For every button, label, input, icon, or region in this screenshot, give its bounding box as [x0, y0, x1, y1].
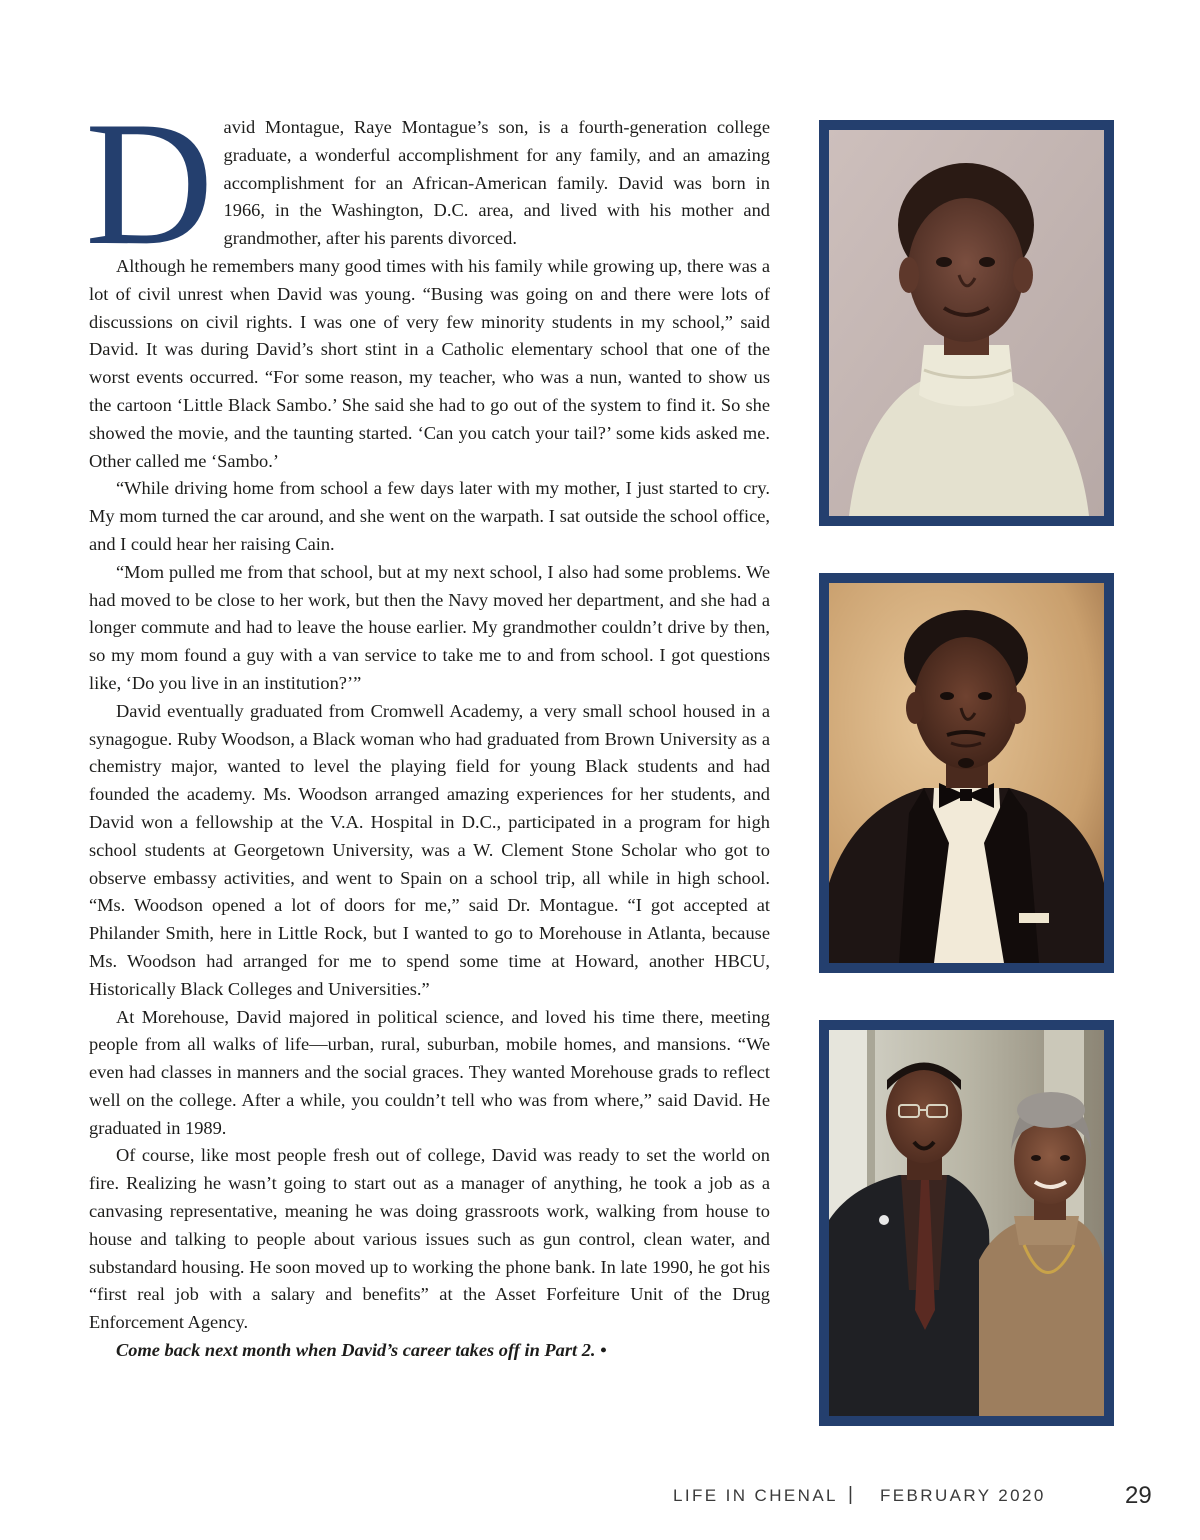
- photo-tuxedo-image: [829, 583, 1104, 963]
- footer-magazine-name: LIFE IN CHENAL: [673, 1486, 838, 1505]
- page-footer: [0, 1484, 1200, 1510]
- photo-mother-son-image: [829, 1030, 1104, 1416]
- photo-childhood-image: [829, 130, 1104, 516]
- paragraph-3: “While driving home from school a few days later with my mother, I just started to cry. My mom turned the car around, and she went on the warpath. I sat outside the school office, and I could hear her raising Cain.: [89, 478, 770, 554]
- photo-tuxedo-portrait: [819, 573, 1114, 973]
- article-body: [85, 84, 770, 1365]
- paragraph-7: Of course, like most people fresh out of college, David was ready to set the world on fire. Realizing he wasn’t going to start out as a manager of anything, he took a job as a canvasing representative, meaning he was doing grassroots work, walking from house to house and talking to people about various issues such as gun control, clean water, and substandard housing. He soon moved up to working the phone bank. In late 1990, he got his “first real job with a salary and benefits” at the Asset Forfeiture Unit of the Drug Enforcement Agency.: [89, 1145, 770, 1333]
- paragraph-4: “Mom pulled me from that school, but at my next school, I also had some problems. We had moved to be close to her work, but then the Navy moved her department, and she had a longer commute and had to leave the house earlier. My grandmother couldn’t drive by then, so my mom found a guy with a van service to take me to and from school. I got questions like, ‘Do you live in an institution?’”: [89, 561, 770, 693]
- paragraph-5: David eventually graduated from Cromwell Academy, a very small school housed in a synagogue. Ruby Woodson, a Black woman who had graduated from Brown University as a chemistry major, wanted to level the playing field for young Black students and had founded the academy. Ms. Woodson arranged amazing experiences for her students, and David won a fellowship at the V.A. Hospital in D.C., participated in a program for high school students at Georgetown University, was a W. Clement Stone Scholar who got to observe embassy activities, and went to Spain on a school trip, all while in high school. “Ms. Woodson opened a lot of doors for me,” said Dr. Montague. “I got accepted at Philander Smith, here in Little Rock, but I wanted to go to Morehouse in Atlanta, because Ms. Woodson had arranged for me to spend some time at Howard, another HBCU, Historically Black Colleges and Universities.”: [89, 700, 770, 999]
- photo-childhood-portrait: [819, 120, 1114, 526]
- paragraph-1-text: avid Montague, Raye Montague’s son, is a fourth-generation college graduate, a wonderful accomplishment for any family, and an amazing accomplishment for an African-American family. David was born in 1966, in the Washington, D.C. area, and lived with his mother and grandmother, after his parents divorced.: [223, 117, 770, 249]
- footer-issue-date: FEBRUARY 2020: [880, 1486, 1046, 1505]
- drop-cap: D: [85, 84, 214, 282]
- paragraph-6: At Morehouse, David majored in political science, and loved his time there, meeting people from all walks of life—urban, rural, suburban, mobile homes, and mansions. “We even had classes in manners and the social graces. They wanted Morehouse grads to reflect well on the college. After a while, you couldn’t tell who was from where,” said David. He graduated in 1989.: [89, 1006, 770, 1138]
- page-number: 29: [1125, 1482, 1152, 1509]
- footer-separator: |: [848, 1484, 853, 1505]
- paragraph-1: [85, 84, 770, 282]
- photo-david-with-mother: [819, 1020, 1114, 1426]
- paragraph-2: Although he remembers many good times with his family while growing up, there was a lot of civil unrest when David was young. “Busing was going on and there were lots of discussions on civil rights. I was one of very few minority students in my school,” said David. It was during David’s short stint in a Catholic elementary school that one of the worst events occurred. “For some reason, my teacher, who was a nun, wanted to show us the cartoon ‘Little Black Sambo.’ She said she had to go out of the system to find it. So she showed the movie, and the taunting started. ‘Can you catch your tail?’ some kids asked me. Other called me ‘Sambo.’: [89, 255, 770, 471]
- closing-line: Come back next month when David’s career takes off in Part 2. •: [116, 1340, 607, 1361]
